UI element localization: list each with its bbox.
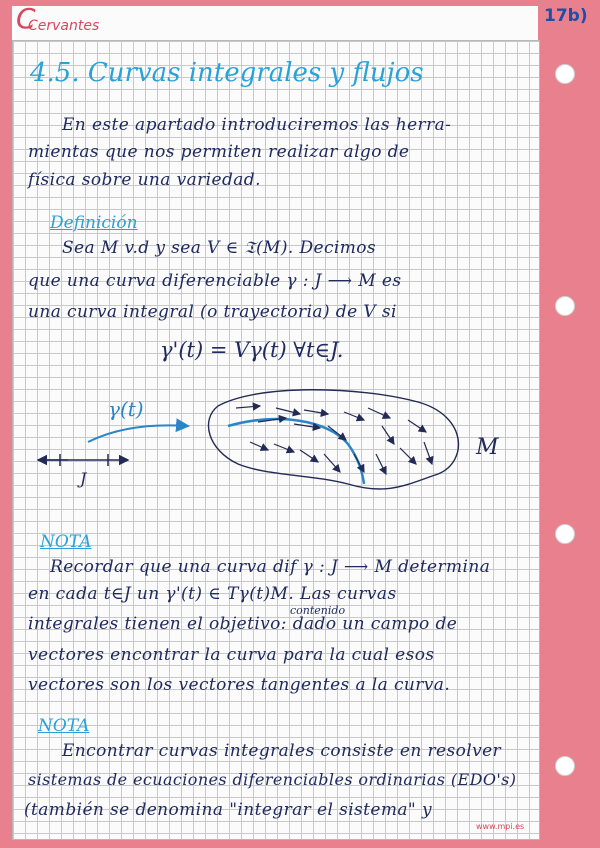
binder-hole bbox=[555, 64, 575, 84]
note-title: NOTA bbox=[38, 716, 90, 736]
manifold-outline bbox=[208, 390, 458, 489]
inserted-word: contenido bbox=[290, 604, 346, 617]
note-line: en cada t∈J un γ'(t) ∈ Tγ(t)M. Las curvas bbox=[28, 584, 397, 604]
note-line: vectores encontrar la curva para la cual esos bbox=[28, 645, 435, 665]
note-line: Recordar que una curva dif γ : J ⟶ M determina bbox=[50, 557, 491, 577]
intro-line: física sobre una variedad. bbox=[28, 170, 261, 190]
footer-url: www.mpi.es bbox=[476, 822, 525, 831]
definition-line: Sea M v.d y sea V ∈ 𝔗(M). Decimos bbox=[62, 238, 377, 258]
binder-hole bbox=[555, 296, 575, 316]
note-title: NOTA bbox=[40, 532, 92, 552]
definition-line: una curva integral (o trayectoria) de V si bbox=[28, 302, 397, 322]
vector-field bbox=[236, 406, 432, 474]
interval-label: J bbox=[80, 469, 87, 488]
definition-title: Definición bbox=[50, 213, 138, 233]
note-line: vectores son los vectores tangentes a la curva. bbox=[28, 675, 451, 695]
note-line: integrales tienen el objetivo: dado un campo de bbox=[28, 614, 458, 634]
binder-hole bbox=[555, 524, 575, 544]
definition-formula: γ'(t) = Vγ(t) ∀t∈J. bbox=[160, 338, 344, 362]
curve-gamma-arrow bbox=[88, 425, 188, 442]
binder-hole bbox=[555, 756, 575, 776]
note-line: Encontrar curvas integrales consiste en resolver bbox=[62, 741, 502, 761]
integral-curve-diagram bbox=[28, 384, 528, 510]
definition-line: que una curva diferenciable γ : J ⟶ M es bbox=[28, 271, 402, 291]
integral-curve bbox=[228, 419, 364, 484]
intro-line: mientas que nos permiten realizar algo de bbox=[28, 142, 410, 162]
section-heading: 4.5. Curvas integrales y flujos bbox=[30, 58, 424, 88]
note-line: (también se denomina "integrar el sistema" y bbox=[24, 800, 432, 820]
curve-label: γ(t) bbox=[108, 397, 144, 421]
page-number: 17b) bbox=[544, 6, 588, 26]
note-line: sistemas de ecuaciones diferenciables ordinarias (EDO's) bbox=[28, 770, 517, 789]
manifold-label: M bbox=[476, 435, 499, 460]
intro-line: En este apartado introduciremos las herra- bbox=[62, 115, 452, 135]
